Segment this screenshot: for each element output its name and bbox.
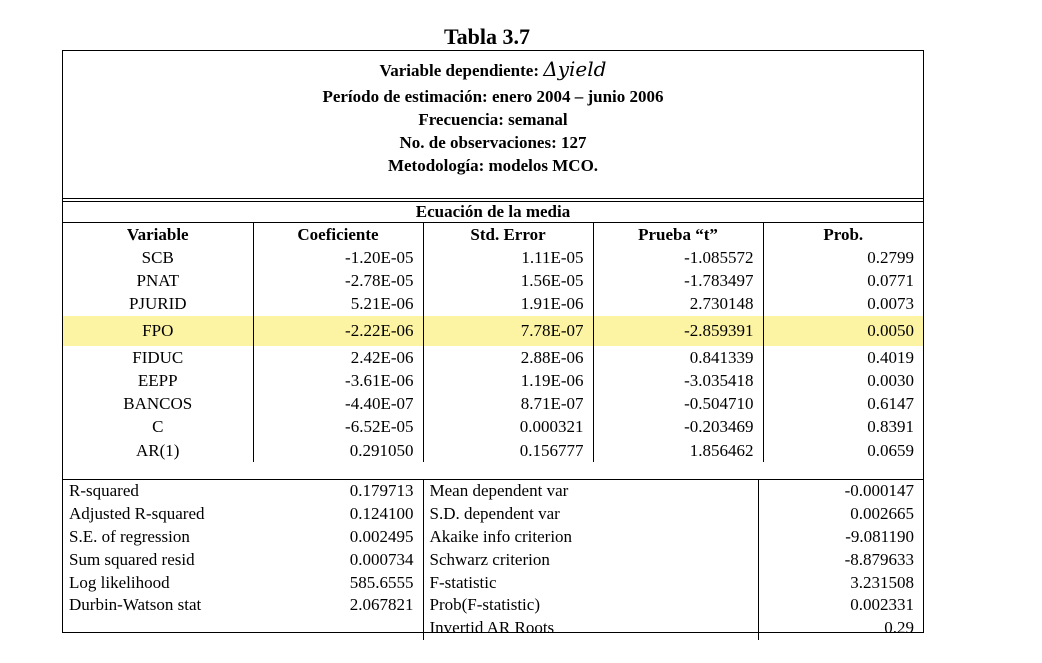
cell-coef: -4.40E-07 [253, 392, 423, 415]
cell-variable: SCB [63, 246, 253, 269]
stat-label-right: Akaike info criterion [423, 526, 758, 549]
stat-value-left: 0.000734 [253, 548, 423, 571]
table-row [63, 416, 923, 439]
cell-coef: -6.52E-05 [253, 416, 423, 439]
col-header-coef: Coeficiente [253, 223, 423, 246]
cell-t: 2.730148 [593, 293, 763, 316]
stats-row [63, 548, 923, 571]
stat-value-left: 0.124100 [253, 503, 423, 526]
cell-t: 0.841339 [593, 346, 763, 369]
stats-row [63, 594, 923, 617]
cell-stderr: 8.71E-07 [423, 392, 593, 415]
dependent-label: Variable dependiente: [379, 61, 540, 80]
stat-label-left: Sum squared resid [69, 549, 195, 569]
cell-variable: FIDUC [63, 346, 253, 369]
cell-t: -3.035418 [593, 369, 763, 392]
table-row [63, 392, 923, 415]
stat-label-right: Prob(F-statistic) [423, 594, 758, 617]
col-header-variable: Variable [63, 223, 253, 246]
table-header [63, 51, 923, 199]
cell-coef: -3.61E-06 [253, 369, 423, 392]
cell-stderr: 7.78E-07 [423, 316, 593, 346]
stats-row [63, 571, 923, 594]
stat-value-left: 0.002495 [253, 526, 423, 549]
cell-stderr: 1.56E-05 [423, 269, 593, 292]
stats-row [63, 480, 923, 503]
cell-variable: AR(1) [63, 439, 253, 462]
stat-value-right: -0.000147 [844, 481, 914, 501]
cell-coef: -2.78E-05 [253, 269, 423, 292]
cell-stderr: 0.000321 [423, 416, 593, 439]
col-header-prob: Prob. [823, 224, 864, 244]
stat-label-right: Schwarz criterion [423, 548, 758, 571]
cell-prob: 0.4019 [867, 347, 914, 367]
estimation-period: Período de estimación: enero 2004 – junio 2006 [322, 87, 664, 106]
stat-label-left: Durbin-Watson stat [69, 595, 202, 615]
cell-prob: 0.0659 [867, 440, 914, 460]
cell-variable: EEPP [63, 369, 253, 392]
cell-stderr: 1.19E-06 [423, 369, 593, 392]
cell-prob: 0.8391 [867, 417, 914, 437]
stat-label-left: S.E. of regression [69, 526, 190, 546]
cell-coef: -1.20E-05 [253, 246, 423, 269]
stat-label-right: F-statistic [423, 571, 758, 594]
table-row [63, 439, 923, 462]
col-header-t: Prueba “t” [593, 223, 763, 246]
cell-t: 1.856462 [593, 439, 763, 462]
stat-label-left: Log likelihood [69, 572, 170, 592]
table-row [63, 346, 923, 369]
cell-stderr: 1.91E-06 [423, 293, 593, 316]
stat-value-right: -9.081190 [845, 526, 914, 546]
table-row [63, 269, 923, 292]
cell-coef: 0.291050 [253, 439, 423, 462]
cell-variable: BANCOS [63, 392, 253, 415]
cell-t: -1.783497 [593, 269, 763, 292]
stats-row [63, 503, 923, 526]
frequency: Frecuencia: semanal [418, 110, 568, 129]
table-row [63, 369, 923, 392]
cell-prob: 0.0073 [867, 294, 914, 314]
cell-coef: 5.21E-06 [253, 293, 423, 316]
stat-label-left: Adjusted R-squared [69, 504, 205, 524]
cell-stderr: 0.156777 [423, 439, 593, 462]
stat-value-right: 0.002665 [850, 504, 914, 524]
coefficients-table [63, 223, 923, 462]
cell-variable: C [63, 416, 253, 439]
cell-variable: FPO [63, 316, 253, 346]
stat-label-right: Mean dependent var [423, 480, 758, 503]
table-title: Tabla 3.7 [444, 24, 531, 49]
cell-prob: 0.0050 [763, 316, 923, 346]
stats-row [63, 526, 923, 549]
cell-stderr: 1.11E-05 [423, 246, 593, 269]
stat-value-right: 0.29 [884, 618, 914, 638]
cell-prob: 0.0771 [867, 270, 914, 290]
observations: No. de observaciones: 127 [399, 133, 587, 152]
dependent-value: Δyield [543, 57, 607, 81]
cell-stderr: 2.88E-06 [423, 346, 593, 369]
stat-value-left: 0.179713 [253, 480, 423, 503]
cell-t: -1.085572 [593, 246, 763, 269]
stat-label-left: R-squared [69, 481, 139, 501]
table-row [63, 293, 923, 316]
stat-label-right: Invertid AR Roots [423, 617, 758, 640]
stats-row [63, 617, 923, 640]
stat-value-left: 585.6555 [253, 571, 423, 594]
table-row-highlighted [63, 316, 923, 346]
cell-t: -2.859391 [593, 316, 763, 346]
dependent-variable [63, 57, 923, 81]
stat-value-right: 0.002331 [850, 595, 914, 615]
cell-prob: 0.2799 [867, 247, 914, 267]
stat-value-right: -8.879633 [844, 549, 914, 569]
cell-t: -0.203469 [593, 416, 763, 439]
col-header-stderr: Std. Error [423, 223, 593, 246]
stat-value-left: 2.067821 [253, 594, 423, 617]
table-row [63, 246, 923, 269]
regression-table [62, 50, 924, 638]
equation-title: Ecuación de la media [63, 201, 923, 223]
stat-value-right: 3.231508 [850, 572, 914, 592]
stat-value-left [253, 617, 423, 640]
cell-coef: -2.22E-06 [253, 316, 423, 346]
cell-variable: PJURID [63, 293, 253, 316]
methodology: Metodología: modelos MCO. [387, 156, 599, 175]
cell-t: -0.504710 [593, 392, 763, 415]
cell-coef: 2.42E-06 [253, 346, 423, 369]
header-row [63, 223, 923, 246]
cell-prob: 0.0030 [867, 370, 914, 390]
stat-label-left [63, 617, 253, 640]
summary-stats-table [63, 479, 923, 640]
cell-variable: PNAT [63, 269, 253, 292]
stat-label-right: S.D. dependent var [423, 503, 758, 526]
cell-prob: 0.6147 [867, 394, 914, 414]
